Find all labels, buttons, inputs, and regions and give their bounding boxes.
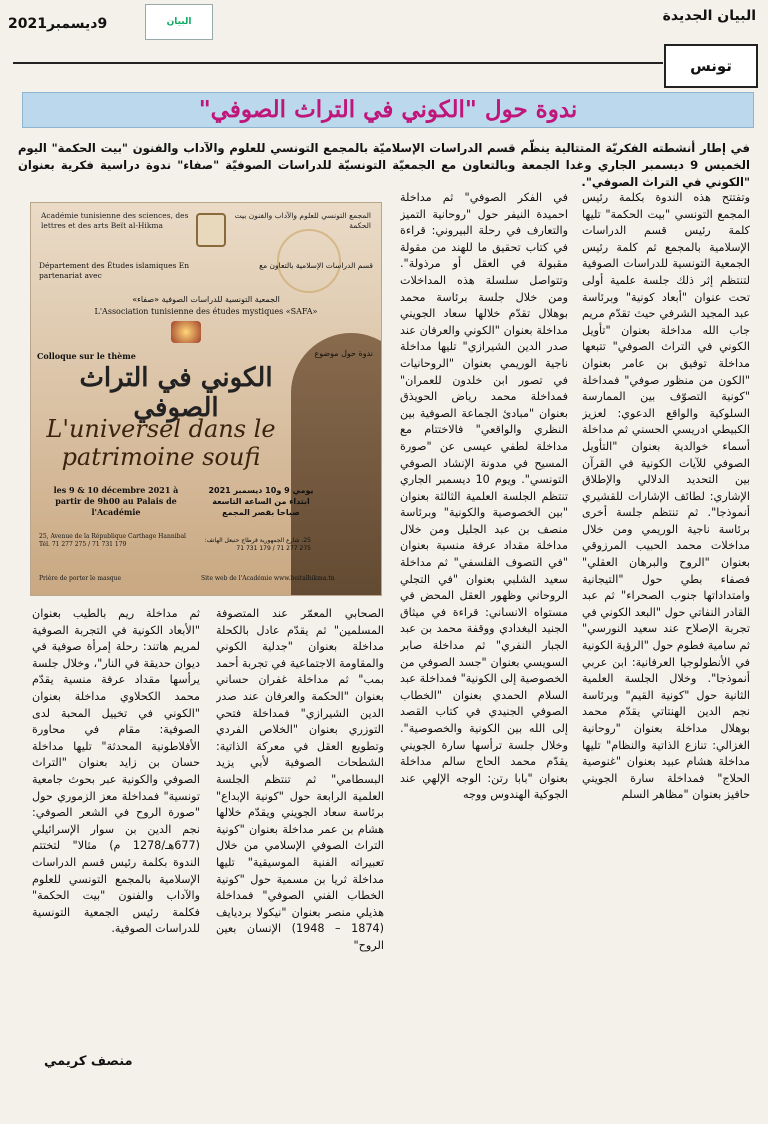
article-column-4: ثم مداخلة ريم بالطيب بعنوان "الأبعاد الكونية في التجربة الصوفية لمريم هاتند: رحلة إمرأة صوفية في ديوان حديقة في النار"، وخلال جلسة يرأسها مقداد عرفة منسية يقدّم محمد الكحلاوي مداخلة بعنوان "الكوني في تخييل المحبة لدى الصوفية: مقام في محاورة الأفلاطونية المحدثة" تليها مداخلة حسان بن زايد بعنوان "التراث الصوفي والكونية عبر بحوث جامعية تونسية" فمداخلة معز الزموري حول "صورة الروح في الشعر الصوفي: نجم الدين بن سوار الإسرائيلي (677هـ/1278 م) مثالا" لتختتم الندوة بكلمة رئيس قسم الدراسات الإسلامية بالمجمع التونسي للعلوم والآداب والفنون "بيت الحكمة" فكلمة رئيس الجمعية التونسية للدراسات الصوفية. xyxy=(32,607,200,936)
masthead xyxy=(0,0,768,42)
poster-theme-fr: Colloque sur le thème xyxy=(37,351,136,361)
poster-academy-ar: المجمع التونسي للعلوم والآداب والفنون بيت الحكمة xyxy=(234,211,371,230)
newspaper-logo: البيان xyxy=(145,4,213,40)
headline: ندوة حول "الكوني في التراث الصوفي" xyxy=(198,96,578,123)
poster-address-fr: 25, Avenue de la République Carthage Hannibal Tél. 71 277 275 / 71 731 179 xyxy=(39,533,186,548)
poster-dept-ar: قسم الدراسات الإسلامية بالتعاون مع xyxy=(259,261,373,270)
newspaper-name: البيان الجديدة xyxy=(662,8,756,24)
poster-website: Site web de l'Académie www.beitalhikma.tn xyxy=(201,575,335,582)
byline: منصف كريمي xyxy=(44,1054,133,1069)
poster-theme-ar: ندوة حول موضوع xyxy=(314,349,373,358)
lede-paragraph: في إطار أنشطته الفكريّة المتتالية ينظّم قسم الدراسات الإسلاميّة بالمجمع التونسي للعلوم والآداب والفنون "بيت الحكمة" اليوم الخميس 9 ديسمبر الجاري وغدا الجمعة وبالتعاون مع الجمعيّة التونسيّة للدراسات الصوفيّة "صفاء" ندوة دراسية فكرية بعنوان "الكوني في التراث الصوفي". xyxy=(18,141,750,189)
article-column-2: في الفكر الصوفي" ثم مداخلة احميدة النيفر حول "روحانية التميز والتعارف في رحلة البيروني: قراءة في كتاب تحقيق ما للهند من مقولة مقبولة في العقل أو مرذولة". وتتواصل سلسلة هذه المداخلات ومن خلال جلسة برئاسة محمد بوهلال تقدّم خلالها سعاد الجويني مداخلة بعنوان "الكوني والعرفان عند صدر الدين الشيرازي" تليها مداخلة ناجية الوريمي بعنوان "الروحانيات في تصور ابن خلدون للعمران" فمداخلة محمد رياض الحويذق بعنوان "مبادئ الجماعة الصوفية بين النظري والواقعي" فالاختتام مع مداخلة لطفي عيسى عن "صورة المسيح في مدونة الإنشاد الصوفي التونسي". ويوم 10 ديسمبر الجاري تنتظم الجلسة العلمية الثالثة بعنوان "بين الخصوصية والكونية" وبرئاسة منصف بن عبد الجليل ومن خلال مداخلة مقداد عرفة منسية بعنوان "في التصوف الفلسفي" ثم مداخلة سعيد الشلبي بعنوان "في التجلي الروحاني وظهور العقل المحض في مستواه الانساني: قراءة في ميثاق الجنيد البغدادي ووقفة محمد بن عبد الجبار النفري" ثم مداخلة صابر السويسي بعنوان "جسد الصوفي من الخصوصية إلى الكونية" فمداخلة عبد السلام الحمدي بعنوان "الخطاب الصوفي الجنيدي في كتاب القصد إلى الله بين الكونية والخصوصية". وخلال جلسة ترأسها سارة الجويني يقدّم محمد الحاج سالم مداخلة بعنوان "بابا رتن: الوجه الإلهي عند الجوكية الهندوس ووجه xyxy=(400,191,568,802)
poster-title-ar: الكوني في التراث الصوفي xyxy=(79,363,273,423)
article-column-3: الصحابي المعمّر عند المتصوفة المسلمين" ثم يقدّم عادل بالكحلة مداخلة بعنوان "جدلية الكوني والمقاومة الاجتماعية في تجربة أحمد بمب" ثم مداخلة غفران حساني بعنوان "الحكمة والعرفان عند صدر الدين الشيرازي" فمداخلة فتحي التوزري بعنوان "الخلاص الفردي وتطويع العقل في معركة الذاتية: الشطحات الصوفية لأبي يزيد البسطامي" ثم تنتظم الجلسة العلمية الرابعة حول "كونية الإبداع" برئاسة سعاد الجويني ويقدّم خلالها هشام بن عمر مداخلة بعنوان "كونية التراث الصوفي الإسلامي من خلال تعبيراته الفنية الموسيقية" تليها مداخلة ثريا بن مسمية حول "كونية الخطاب الفني الصوفي" فمداخلة هذيلي منصر بعنوان "نيكولا برديايف (1874 – 1948) الإنسان بعين الروح" xyxy=(216,607,384,952)
poster-dept-fr: Département des Études islamiques En partenariat avec xyxy=(39,261,190,280)
section-tag: تونس xyxy=(664,44,758,88)
poster-address-ar: 25، شارع الجمهورية قرطاج حنبعل الهاتف: 275 277 71 / 179 731 71 xyxy=(204,537,311,552)
poster-academy-fr: Académie tunisienne des sciences, des lettres et des arts Beït al-Hikma xyxy=(41,211,189,230)
poster-dates-fr: les 9 & 10 décembre 2021 à partir de 9h00 au Palais de l'Académie xyxy=(53,485,179,517)
issue-date: 9ديسمبر2021 xyxy=(8,16,108,32)
poster-footer-note: Prière de porter le masque xyxy=(39,575,122,582)
lamp-icon xyxy=(171,321,201,343)
event-poster xyxy=(30,202,382,596)
section-rule xyxy=(13,62,663,64)
poster-assoc-ar: الجمعية التونسية للدراسات الصوفية «صفاء» xyxy=(132,295,280,304)
sufi-figure-silhouette xyxy=(291,333,382,596)
poster-title-fr: L'universel dans le patrimoine soufi xyxy=(46,415,276,471)
poster-assoc-fr: L'Association tunisienne des études mystiques «SAFA» xyxy=(94,307,318,316)
article-column-1: وتفتتح هذه الندوة بكلمة رئيس المجمع التونسي "بيت الحكمة" تليها كلمة رئيس قسم الدراسات الإسلامية بالمجمع ثم كلمة رئيس الجمعية التونسية للدراسات الصوفية لتنتظم إثر ذلك جلسة علمية أولى تحت عنوان "أبعاد كونية" وبرئاسة عبد المجيد الشرفي حيث تقدّم مريم جاب الله مداخلة بعنوان "تأويل الكوني في التراث الصوفي" تتبعها مداخلة توفيق بن عامر بعنوان "الكون من منظور صوفي" فمداخلة "كونية التصوّف بين الممارسة السلوكية والواقع الدعوي: لعزيز الكبيطي ادريسي الحسني ثم مداخلة أسماء خوالدية بعنوان "التأويل الصوفي للآيات الكونية في القرآن بين التحديد الدلالي والإطلاق الإشاري: لطائف الإشارات للقشيري أنموذجا". ثم تنتظم جلسة أخرى برئاسة ناجية الوريمي ومن خلال مداخلات محمد الحبيب المرزوقي بعنوان "الروح والبرهان العقلي" فصفاء بطي حول "التيجانية وامتداداتها جنوب الصحراء" ثم عبد القادر النفاتي حول "البعد الكوني في تجربة الإصلاح عند سعيد النورسي" ثم سامية فطوم حول "الرؤية الكونية في الأنطولوجيا العرفانية: ابن عربي أنموذجا". وخلال الجلسة العلمية الثانية حول "كونية القيم" وبرئاسة نجم الدين الهنتاتي يقدّم محمد بوهلال مداخلة بعنوان "روحانية الغزالي: تنازع الذاتية والنظام" تليها مداخلة هشام عبيد بعنوان "غنوصية الحلاج" فمداخلة سارة الجويني حافيز بعنوان "مظاهر السلم xyxy=(582,191,750,802)
headline-band xyxy=(22,92,754,128)
poster-dates-ar: يومي 9 و10 ديسمبر 2021 ابتداء من الساعة التاسعة صباحا بقصر المجمع xyxy=(208,486,314,517)
